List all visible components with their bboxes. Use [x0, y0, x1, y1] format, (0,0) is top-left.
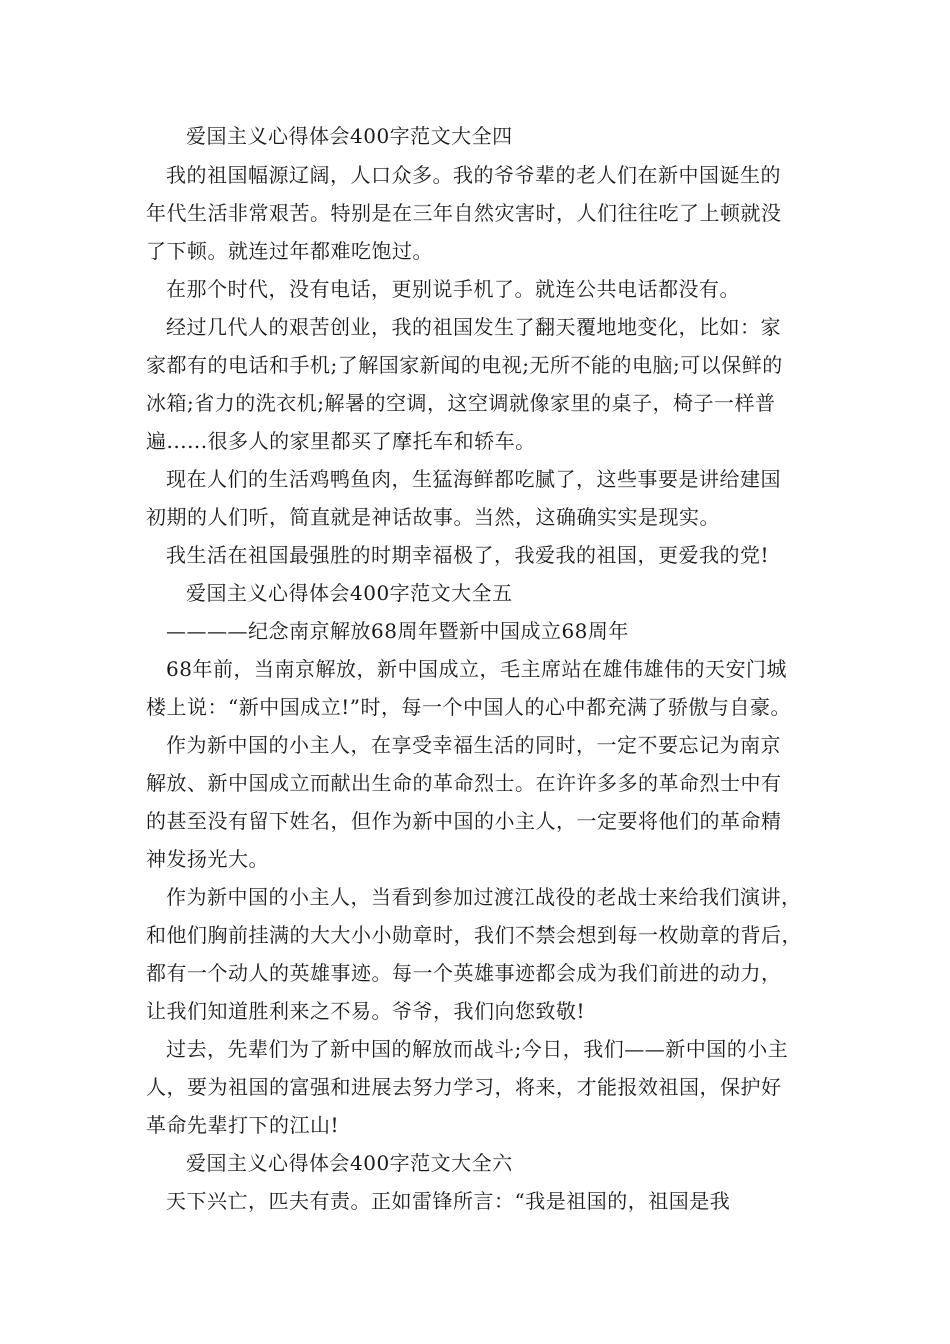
text-line: 和他们胸前挂满的大大小小勋章时，我们不禁会想到每一枚勋章的背后，: [146, 923, 802, 947]
section-heading: 爱国主义心得体会400字范文大全六: [186, 1151, 513, 1175]
text-line: 解放、新中国成立而献出生命的革命烈士。在许许多多的革命烈士中有: [146, 771, 782, 795]
text-line: 人，要为祖国的富强和进展去努力学习，将来，才能报效祖国，保护好: [146, 1075, 782, 1099]
text-line: 革命先辈打下的江山!: [146, 1113, 340, 1137]
text-line: 都有一个动人的英雄事迹。每一个英雄事迹都会成为我们前进的动力，: [146, 961, 782, 985]
text-line: 天下兴亡，匹夫有责。正如雷锋所言：“我是祖国的，祖国是我: [166, 1189, 731, 1213]
text-line: 初期的人们听，简直就是神话故事。当然，这确确实实是现实。: [146, 505, 720, 529]
text-line: 经过几代人的艰苦创业，我的祖国发生了翻天覆地地变化，比如：家: [166, 315, 781, 339]
text-line: 作为新中国的小主人，在享受幸福生活的同时，一定不要忘记为南京: [166, 733, 781, 757]
text-line: 作为新中国的小主人，当看到参加过渡江战役的老战士来给我们演讲，: [166, 885, 802, 909]
text-line: 楼上说：“新中国成立!”时，每一个中国人的心中都充满了骄傲与自豪。: [146, 695, 791, 719]
text-line: 家都有的电话和手机;了解国家新闻的电视;无所不能的电脑;可以保鲜的: [146, 353, 783, 377]
section-heading: 爱国主义心得体会400字范文大全四: [186, 124, 513, 148]
text-line: 68年前，当南京解放，新中国成立，毛主席站在雄伟雄伟的天安门城: [166, 657, 787, 681]
text-line: 过去，先辈们为了新中国的解放而战斗;今日，我们——新中国的小主: [166, 1037, 789, 1061]
text-line: 现在人们的生活鸡鸭鱼肉，生猛海鲜都吃腻了，这些事要是讲给建国: [166, 467, 781, 491]
text-line: 让我们知道胜利来之不易。爷爷，我们向您致敬!: [146, 999, 586, 1023]
text-line: 神发扬光大。: [146, 847, 269, 871]
section-heading: 爱国主义心得体会400字范文大全五: [186, 581, 513, 605]
text-line: 在那个时代，没有电话，更别说手机了。就连公共电话都没有。: [166, 277, 740, 301]
text-line: 年代生活非常艰苦。特别是在三年自然灾害时，人们往往吃了上顿就没: [146, 201, 782, 225]
text-line: 冰箱;省力的洗衣机;解暑的空调，这空调就像家里的桌子，椅子一样普: [146, 391, 776, 415]
text-line: 了下顿。就连过年都难吃饱过。: [146, 239, 433, 263]
text-line: 我生活在祖国最强胜的时期幸福极了，我爱我的祖国，更爱我的党!: [166, 543, 770, 567]
text-line: ————纪念南京解放68周年暨新中国成立68周年: [166, 619, 629, 643]
text-line: 我的祖国幅源辽阔，人口众多。我的爷爷辈的老人们在新中国诞生的: [166, 163, 781, 187]
text-line: 的甚至没有留下姓名，但作为新中国的小主人，一定要将他们的革命精: [146, 809, 782, 833]
text-line: 遍......很多人的家里都买了摩托车和轿车。: [146, 429, 536, 453]
